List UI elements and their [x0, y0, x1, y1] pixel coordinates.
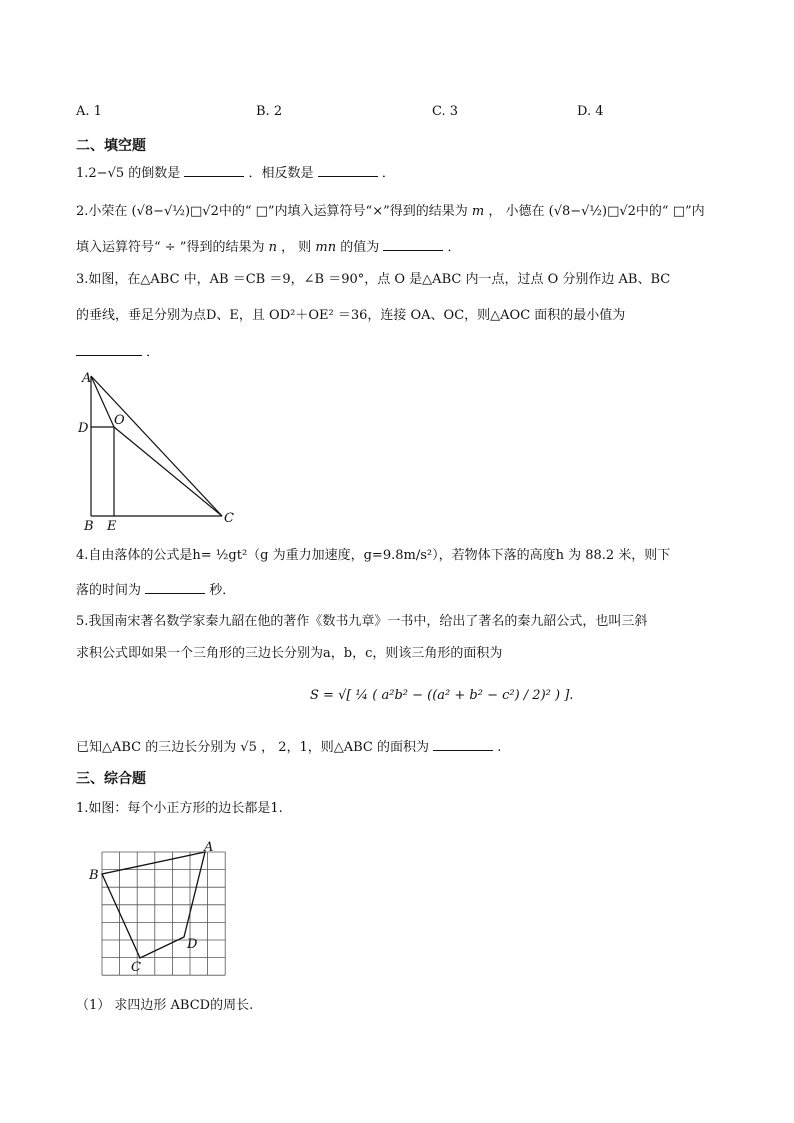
segment-ac — [91, 376, 222, 516]
question-5-line-3 — [76, 738, 501, 757]
q1-text-a: 1.2−√5 的倒数是 — [76, 166, 181, 181]
section-heading-fill-blank: 二、填空题 — [76, 138, 146, 154]
sub-question-1: （1） 求四边形 ABCD的周长. — [76, 998, 254, 1013]
q4-line2-a: 落的时间为 — [76, 583, 142, 598]
section-heading-comprehensive: 三、综合题 — [76, 771, 146, 787]
question-2-line-2 — [76, 238, 461, 257]
grid-label-c: C — [131, 960, 141, 975]
question-5-line-1: 5.我国南宋著名数学家秦九韶在他的著作《数书九章》一书中，给出了著名的秦九韶公式，也叫三斜 — [76, 614, 648, 629]
label-a: A — [82, 371, 92, 386]
q1-text-b: ．相反数是 — [248, 166, 314, 181]
option-d: D. 4 — [577, 104, 604, 119]
segment-ao — [91, 376, 114, 427]
answer-blank[interactable] — [318, 164, 378, 177]
answer-blank[interactable] — [76, 343, 142, 356]
question-4-line-2 — [76, 581, 235, 600]
var-n: n — [268, 240, 277, 255]
q2-line1-b: ， 小德在 (√8−√½)□√2中的“ □”内 — [488, 204, 705, 219]
question-3-line-2: 的垂线，垂足分别为点D、E，且 OD²＋OE² ＝36，连接 OA、OC，则△AOC 面积的最小值为 — [76, 308, 626, 323]
q5-line3-b: . — [497, 740, 502, 755]
question-3-line-1: 3.如图，在△ABC 中，AB ＝CB ＝9，∠B ＝90°，点 O 是△ABC 内一点，过点 O 分别作边 AB、BC — [76, 272, 671, 287]
label-b: B — [84, 519, 94, 534]
segment-oc — [114, 427, 222, 516]
heron-qin-formula: S = √[ ¼ ( a²b² − ((a² + b² − c²) / 2)² ) ]. — [310, 688, 574, 703]
grid-quadrilateral-figure — [85, 838, 235, 983]
comprehensive-question-1: 1.如图：每个小正方形的边长都是1. — [76, 801, 283, 816]
q2-line2-d: ． — [447, 240, 461, 255]
q3-line3: ． — [146, 345, 160, 360]
triangle-figure — [70, 366, 250, 536]
question-5-line-2: 求积公式即如果一个三角形的三边长分别为a，b，c，则该三角形的面积为 — [76, 646, 503, 661]
q1-text-c: ． — [381, 166, 395, 181]
var-mn: mn — [315, 240, 337, 255]
q4-line2-b: 秒． — [209, 583, 236, 598]
label-d: D — [78, 421, 89, 436]
label-c: C — [224, 511, 234, 526]
q2-line1-a: 2.小荣在 (√8−√½)□√2中的“ □”内填入运算符号“×”得到的结果为 — [76, 204, 468, 219]
grid-label-b: B — [89, 868, 99, 883]
question-1 — [76, 164, 395, 183]
option-b: B. 2 — [256, 104, 283, 119]
question-4-line-1: 4.自由落体的公式是h= ½gt²（g 为重力加速度，g=9.8m/s²），若物体下落的高度h 为 88.2 米，则下 — [76, 548, 671, 563]
grid-label-d: D — [187, 937, 198, 952]
answer-blank[interactable] — [433, 738, 493, 751]
grid-label-a: A — [204, 840, 214, 855]
var-m: m — [471, 204, 485, 219]
option-c: C. 3 — [432, 104, 459, 119]
label-e: E — [107, 519, 117, 534]
label-o: O — [114, 413, 125, 428]
question-3-line-3 — [76, 343, 159, 362]
answer-blank[interactable] — [184, 164, 244, 177]
question-2-line-1 — [76, 203, 705, 221]
option-a: A. 1 — [76, 104, 102, 119]
answer-blank[interactable] — [145, 581, 205, 594]
answer-blank[interactable] — [383, 238, 443, 251]
q2-line2-a: 填入运算符号“ ÷ ”得到的结果为 — [76, 240, 265, 255]
q2-line2-c: 的值为 — [340, 240, 380, 255]
q2-line2-b: ， 则 — [281, 240, 312, 255]
q5-line3-a: 已知△ABC 的三边长分别为 √5 ， 2，1，则△ABC 的面积为 — [76, 740, 430, 755]
